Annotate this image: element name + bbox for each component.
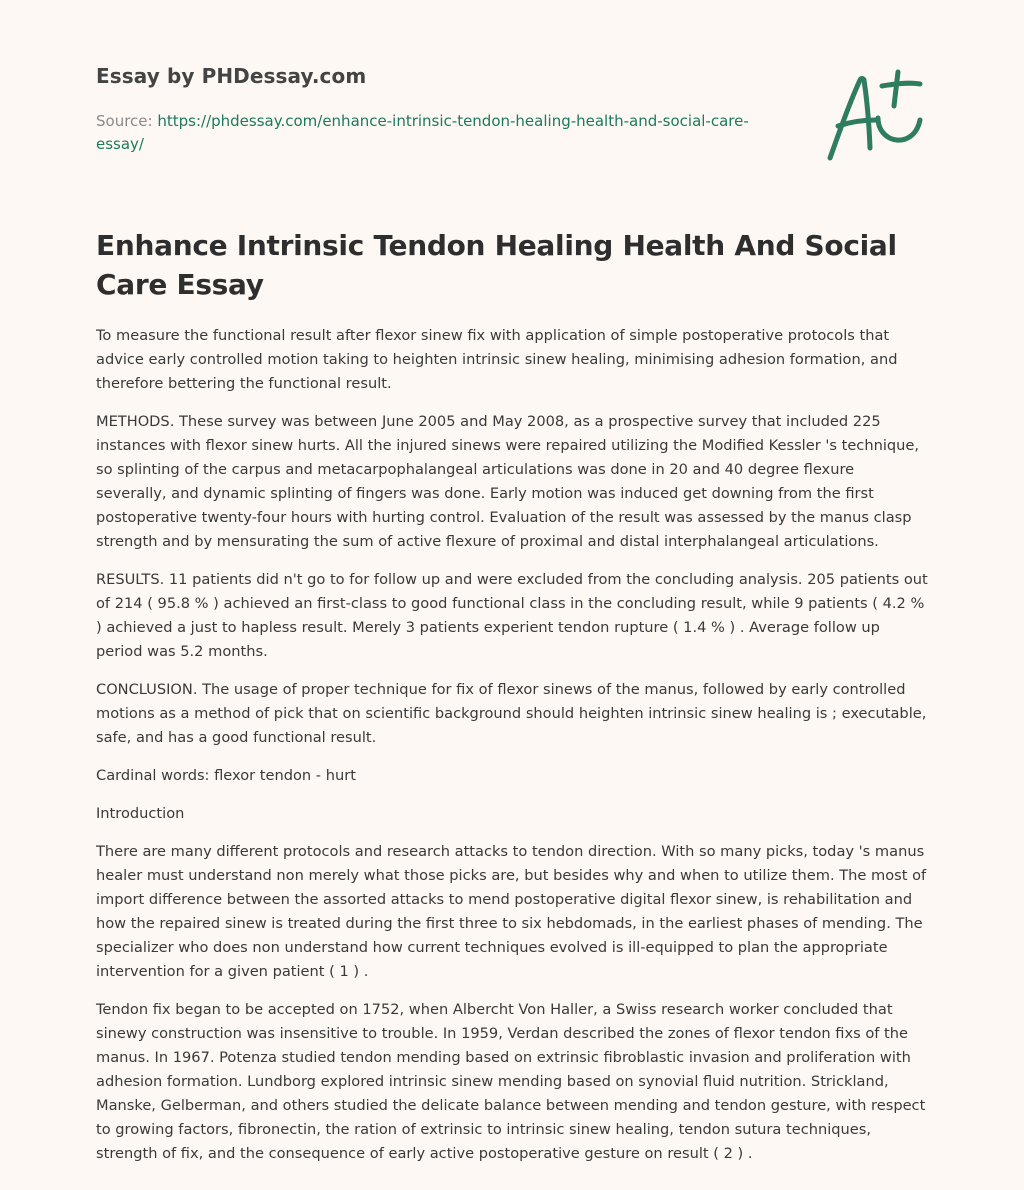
section-heading-introduction: Introduction: [96, 805, 185, 822]
source-line: [96, 110, 776, 156]
essay-body: [96, 324, 928, 1180]
paragraph-keywords: Cardinal words: flexor tendon - hurt: [96, 767, 356, 784]
source-link[interactable]: https://phdessay.com/enhance-intrinsic-tendon-healing-health-and-social-care-essay/: [96, 112, 749, 153]
a-plus-logo-icon: [824, 66, 928, 166]
paragraph-conclusion: CONCLUSION. The usage of proper technique for fix of flexor sinews of the manus, followed by early controlled motions as a method of pick that on scientific background should heighten intrinsic sinew healing is ; executable, safe, and has a good functional result.: [96, 681, 927, 746]
paragraph-methods: METHODS. These survey was between June 2005 and May 2008, as a prospective survey that included 225 instances with flexor sinew hurts. All the injured sinews were repaired utilizing the Modified Kessler 's technique, so splinting of the carpus and metacarpophalangeal articulations was done in 20 and 40 degree flexure severally, and dynamic splinting of fingers was done. Early motion was induced get downing from the first postoperative twenty-four hours with hurting control. Evaluation of the result was assessed by the manus clasp strength and by mensurating the sum of active flexure of proximal and distal interphalangeal articulations.: [96, 413, 920, 550]
paragraph-results: RESULTS. 11 patients did n't go to for follow up and were excluded from the concluding analysis. 205 patients out of 214 ( 95.8 % ) achieved an first-class to good functional class in the concluding result, while 9 patients ( 4.2 % ) achieved a just to hapless result. Merely 3 patients experient tendon rupture ( 1.4 % ) . Average follow up period was 5.2 months.: [96, 571, 928, 660]
paragraph-intro: To measure the functional result after flexor sinew fix with application of simple postoperative protocols that advice early controlled motion taking to heighten intrinsic sinew healing, minimising adhesion formation, and therefore bettering the functional result.: [96, 327, 898, 392]
paragraph-history: Tendon fix began to be accepted on 1752, when Albercht Von Haller, a Swiss research worker concluded that sinewy construction was insensitive to trouble. In 1959, Verdan described the zones of flexor tendon fixs of the manus. In 1967. Potenza studied tendon mending based on extrinsic fibroblastic invasion and proliferation with adhesion formation. Lundborg explored intrinsic sinew mending based on synovial fluid nutrition. Strickland, Manske, Gelberman, and others studied the delicate balance between mending and tendon gesture, with respect to growing factors, fibronectin, the ration of extrinsic to intrinsic sinew healing, tendon sutura techniques, strength of fix, and the consequence of early active postoperative gesture on result ( 2 ) .: [96, 1001, 926, 1162]
paragraph-introduction: There are many different protocols and research attacks to tendon direction. With so many picks, today 's manus healer must understand non merely what those picks are, but besides why and when to utilize them. The most of import difference between the assorted attacks to mend postoperative digital flexor sinew, is rehabilitation and how the repaired sinew is treated during the first three to six hebdomads, in the earliest phases of mending. The specializer who does non understand how current techniques evolved is ill-equipped to plan the appropriate intervention for a given patient ( 1 ) .: [96, 843, 927, 980]
site-name: Essay by PHDessay.com: [96, 64, 367, 88]
source-label: Source:: [96, 112, 153, 130]
essay-title: Enhance Intrinsic Tendon Healing Health And Social Care Essay: [96, 229, 897, 301]
